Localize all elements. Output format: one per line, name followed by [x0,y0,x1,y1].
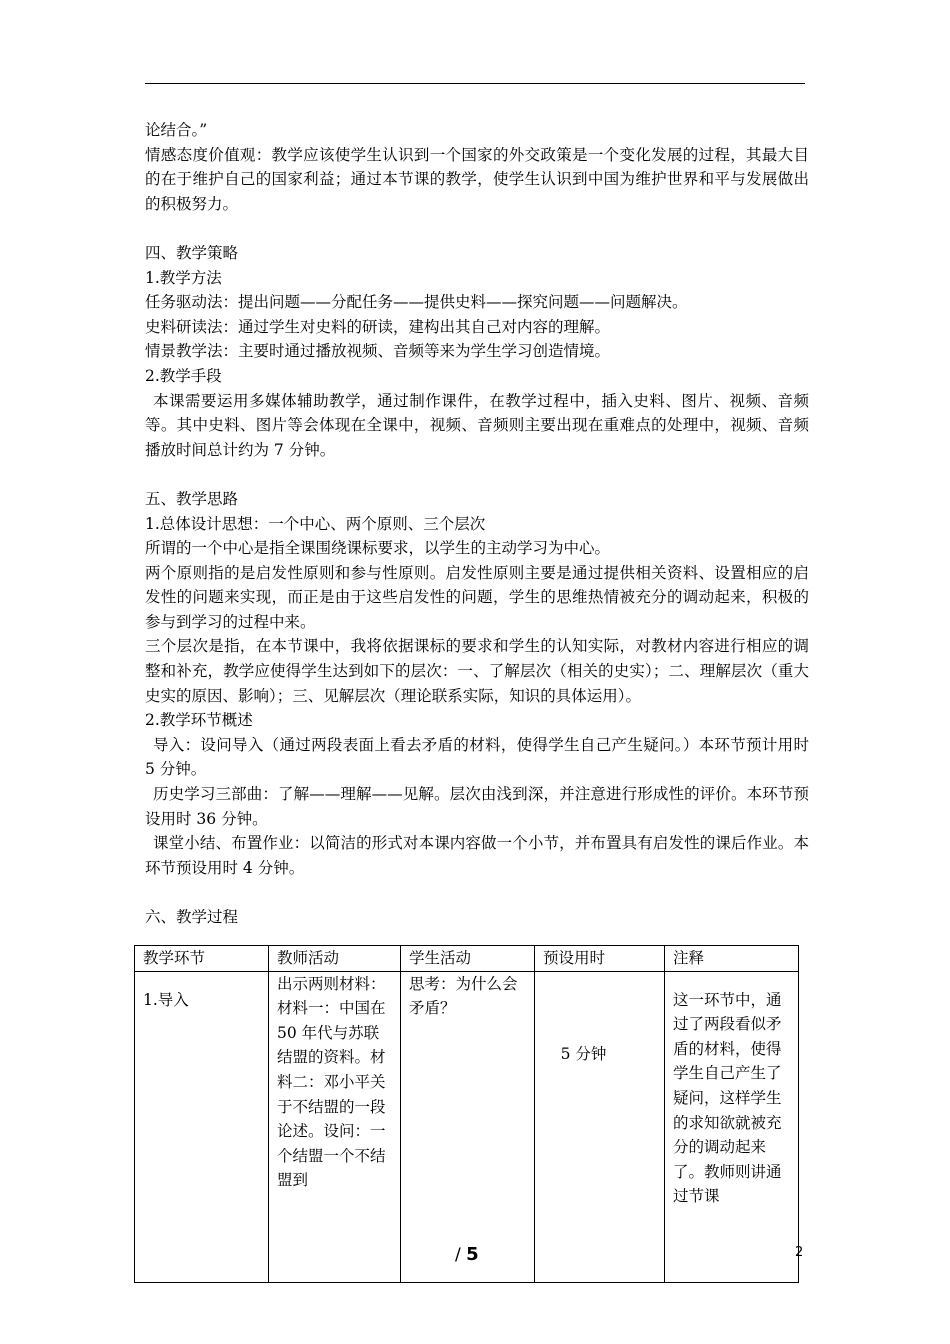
paragraph: 所谓的一个中心是指全课围绕课标要求，以学生的主动学习为中心。 [145,539,611,558]
paragraph: 史料研读法：通过学生对史料的研读，建构出其自己对内容的理解。 [145,317,611,336]
blank-line [145,216,809,241]
paragraph: 论结合。” [145,121,208,139]
section-heading: 四、教学策略 [145,243,239,262]
page-total: 5 [466,1244,479,1265]
paragraph: 情感态度价值观：教学应该使学生认识到一个国家的外交政策是一个变化发展的过程，其最大目的在于维护自己的国家利益；通过本节课的教学，使学生认识到中国为维护世界和平与发展做出的积极努力。 [145,145,809,213]
section-heading: 六、教学过程 [145,908,239,926]
sub-heading: 1.总体设计思想：一个中心、两个原则、三个层次 [145,514,486,533]
paragraph: 两个原则指的是启发性原则和参与性原则。启发性原则主要是通过提供相关资料、设置相应的启发性的问题来实现，而正是由于这些启发性的问题，学生的思维热情被充分的调动起来，积极的参与到学习的过程中来。 [145,563,809,631]
table-header-row [135,946,799,972]
paragraph: 导入：设问导入（通过两段表面上看去矛盾的材料，使得学生自己产生疑问。）本环节预计用时 5 分钟。 [145,735,809,779]
header-rule [145,83,805,84]
table-header-cell: 注释 [665,946,799,972]
paragraph: 任务驱动法：提出问题——分配任务——提供史料——探究问题——问题解决。 [145,293,688,312]
table-header-cell: 学生活动 [401,946,535,972]
note-cell: 这一环节中，通过了两段看似矛盾的材料，使得学生自己产生了疑问，这样学生的求知欲就被充分的调动起来了。教师则讲通过节课 [665,971,799,1282]
section-heading: 五、教学思路 [145,489,239,508]
footer-slash: / [455,1245,461,1265]
paragraph: 情景教学法：主要时通过播放视频、音频等来为学生学习创造情境。 [145,342,611,361]
sub-heading: 1.教学方法 [145,268,222,287]
paragraph: 课堂小结、布置作业：以简洁的形式对本课内容做一个小节，并布置具有启发性的课后作业。本环节预设用时 4 分钟。 [145,834,809,877]
paragraph: 历史学习三部曲：了解——理解——见解。层次由浅到深，并注意进行形成性的评价。本环节预设用时 36 分钟。 [145,785,809,828]
page-number: 2 [795,1245,804,1260]
table-header-cell: 教师活动 [269,946,401,972]
student-activity-cell: 思考：为什么会矛盾？ [401,971,535,1282]
table-header-cell: 预设用时 [535,946,665,972]
table-row [135,971,799,1282]
teacher-activity-cell: 出示两则材料：材料一：中国在 50 年代与苏联结盟的资料。材料二：邓小平关于不结盟的一段论述。设问：一个结盟一个不结盟到 [269,971,401,1282]
sub-heading: 2.教学环节概述 [145,711,253,730]
blank-line [145,880,809,905]
sub-heading: 2.教学手段 [145,366,222,385]
document-body [145,118,809,930]
blank-line [145,462,809,487]
paragraph: 本课需要运用多媒体辅助教学，通过制作课件，在教学过程中，插入史料、图片、视频、音频等。其中史料、图片等会体现在全课中，视频、音频则主要出现在重难点的处理中，视频、音频播放时间总计约为 7 分钟。 [145,391,809,459]
page-footer [455,1244,479,1265]
table-header-cell: 教学环节 [135,946,269,972]
stage-cell: 1.导入 [135,971,269,1282]
time-cell: 5 分钟 [535,971,665,1282]
teaching-process-table [134,945,799,1283]
paragraph: 三个层次是指，在本节课中，我将依据课标的要求和学生的认知实际，对教材内容进行相应的调整和补充，教学应使得学生达到如下的层次：一、了解层次（相关的史实）；二、理解层次（重大史实的原因、影响）；三、见解层次（理论联系实际，知识的具体运用）。 [145,637,809,705]
